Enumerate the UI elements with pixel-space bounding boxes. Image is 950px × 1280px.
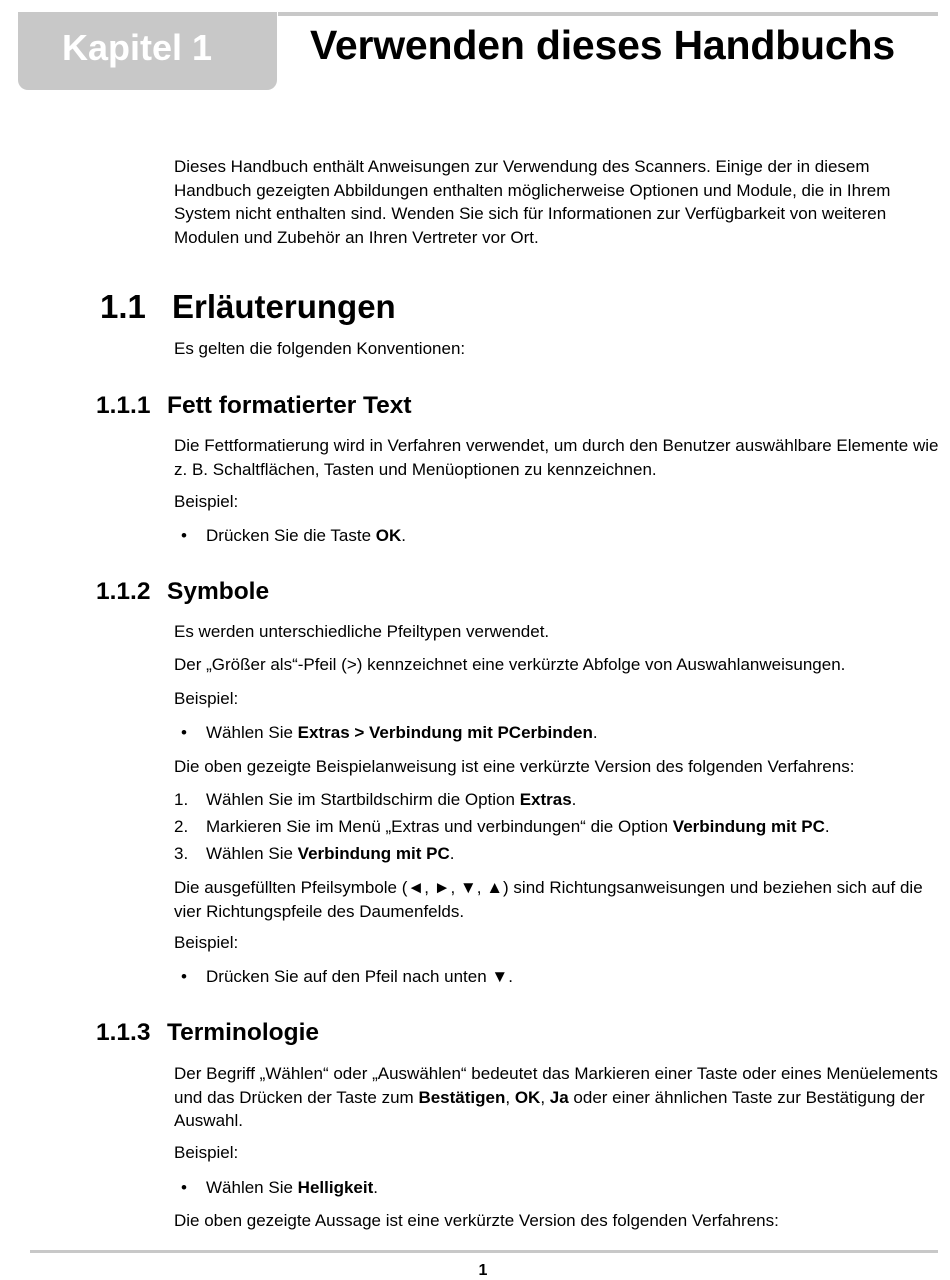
paragraph: Die ausgefüllten Pfeilsymbole (◄, ►, ▼, ▲) sind Richtungsanweisungen und beziehen sich auf die vier Richtungspfeile des Daumenfelds. [174, 878, 923, 921]
section-title: Fett formatierter Text [167, 392, 412, 419]
paragraph: Der „Größer als“-Pfeil (>) kennzeichnet eine verkürzte Abfolge von Auswahlanweisungen. [174, 655, 846, 674]
chapter-label: Kapitel 1 [62, 27, 213, 68]
chapter-tab [18, 12, 277, 90]
paragraph: Die Fettformatierung wird in Verfahren verwendet, um durch den Benutzer auswählbare Elemente wie z. B. Schaltflächen, Tasten und Menüoptionen zu kennzeichnen. [174, 436, 939, 479]
page-number: 1 [478, 1262, 488, 1279]
paragraph: Der Begriff „Wählen“ oder „Auswählen“ bedeutet das Markieren einer Taste oder eines Menüelements und das Drücken der Taste zum Bestätigen, OK, Ja oder einer ähnlichen Taste zur Bestätigung der Auswahl. [174, 1064, 938, 1130]
step-item: Markieren Sie im Menü „Extras und verbindungen“ die Option Verbindung mit PC. [206, 817, 830, 836]
section-heading-1-1-3 [96, 1019, 319, 1047]
bullet-marker: • [181, 967, 187, 986]
bullet-marker: • [181, 723, 187, 742]
step-number: 2. [174, 817, 189, 836]
paragraph: Es werden unterschiedliche Pfeiltypen verwendet. [174, 622, 550, 641]
step-number: 3. [174, 844, 189, 863]
section-title: Terminologie [167, 1019, 320, 1046]
example-label: Beispiel: [174, 689, 239, 708]
step-item: Wählen Sie Verbindung mit PC. [206, 844, 455, 863]
section-title: Erläuterungen [172, 288, 396, 325]
section-number: 1.1.2 [96, 578, 151, 605]
example-label: Beispiel: [174, 933, 239, 952]
paragraph: Es gelten die folgenden Konventionen: [174, 339, 466, 358]
footer-rule [30, 1250, 938, 1253]
chapter-title: Verwenden dieses Handbuchs [310, 22, 895, 68]
section-heading-1-1-2 [96, 578, 269, 606]
intro-paragraph: Dieses Handbuch enthält Anweisungen zur Verwendung des Scanners. Einige der in diesem Handbuch gezeigten Abbildungen enthalten möglicherweise Optionen und Module, die in Ihrem System nicht enthalten sind. Wenden Sie sich für Informationen zur Verfügbarkeit von weiteren Modulen und Zubehör an Ihren Vertreter vor Ort. [174, 157, 891, 247]
section-number: 1.1.1 [96, 392, 151, 419]
section-number: 1.1.3 [96, 1019, 151, 1046]
example-label: Beispiel: [174, 492, 239, 511]
header-rule [278, 12, 938, 16]
paragraph: Die oben gezeigte Aussage ist eine verkürzte Version des folgenden Verfahrens: [174, 1211, 779, 1230]
list-item: Drücken Sie auf den Pfeil nach unten ▼. [206, 967, 513, 986]
list-item: Wählen Sie Extras > Verbindung mit PCerbinden. [206, 723, 598, 742]
bullet-marker: • [181, 1178, 187, 1197]
section-heading-1-1 [100, 288, 396, 326]
paragraph: Die oben gezeigte Beispielanweisung ist eine verkürzte Version des folgenden Verfahrens: [174, 757, 855, 776]
section-title: Symbole [167, 578, 270, 605]
list-item: Drücken Sie die Taste OK. [206, 526, 407, 545]
section-heading-1-1-1 [96, 392, 412, 420]
section-number: 1.1 [100, 288, 146, 325]
step-item: Wählen Sie im Startbildschirm die Option Extras. [206, 790, 577, 809]
step-number: 1. [174, 790, 189, 809]
bullet-marker: • [181, 526, 187, 545]
example-label: Beispiel: [174, 1143, 239, 1162]
list-item: Wählen Sie Helligkeit. [206, 1178, 378, 1197]
